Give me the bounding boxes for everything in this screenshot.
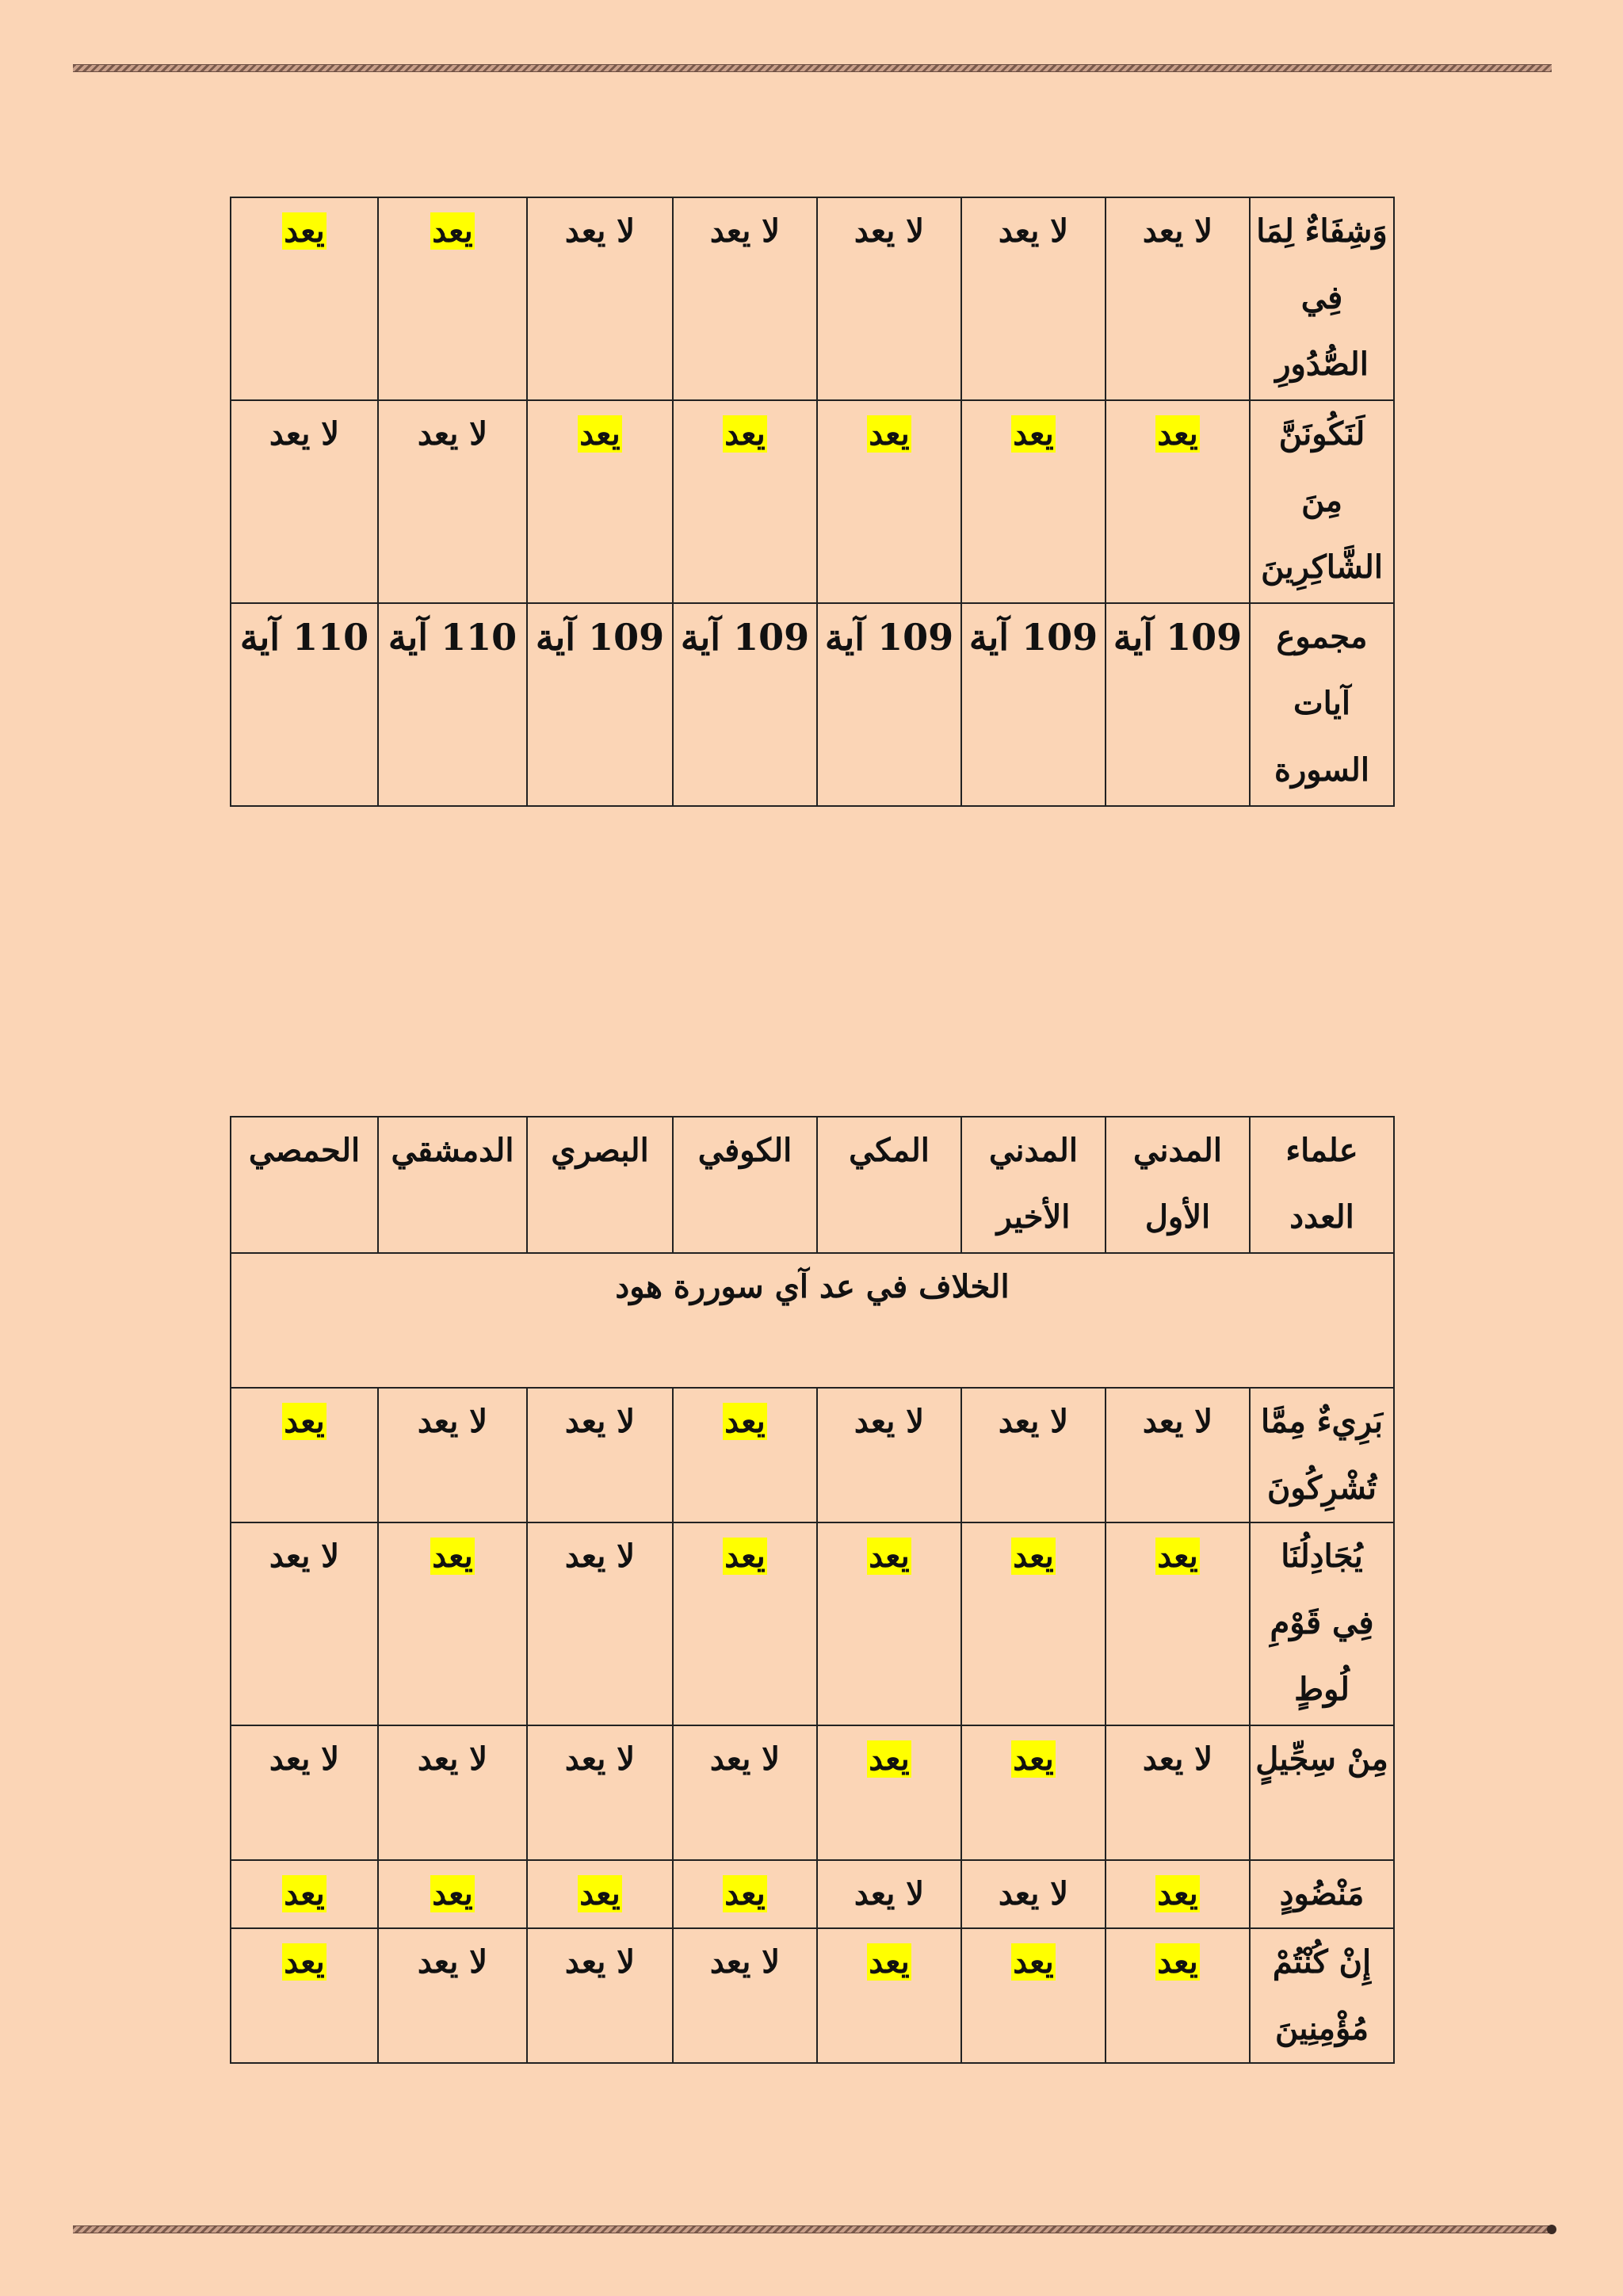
table-surah-count-1 bbox=[230, 197, 1395, 807]
table-header-row bbox=[231, 1117, 1394, 1253]
count-cell-text: لا يعد bbox=[854, 1875, 925, 1912]
count-cell-text: يعد bbox=[284, 1875, 325, 1912]
table-caption bbox=[231, 1253, 1394, 1388]
column-header-text: الكوفي bbox=[697, 1132, 792, 1169]
count-cell-text: يعد bbox=[432, 1875, 473, 1912]
count-cell bbox=[817, 1860, 961, 1928]
count-cell bbox=[817, 1522, 961, 1725]
count-cell bbox=[961, 197, 1106, 400]
count-cell bbox=[961, 400, 1106, 603]
count-cell bbox=[527, 603, 673, 806]
count-cell-text: لا يعد bbox=[564, 1403, 636, 1440]
count-cell-text: يعد bbox=[869, 1538, 910, 1575]
count-cell-text: لا يعد bbox=[269, 1538, 340, 1575]
count-cell-text: يعد bbox=[284, 1403, 325, 1440]
column-header bbox=[231, 1117, 378, 1253]
row-label-text: وَشِفَاءٌ لِمَا فِي الصُّدُورِ bbox=[1256, 212, 1388, 383]
count-cell bbox=[527, 1860, 673, 1928]
count-cell-text: لا يعد bbox=[564, 1943, 636, 1981]
count-cell bbox=[378, 603, 527, 806]
count-cell bbox=[817, 603, 961, 806]
column-header-text: علماء العدد bbox=[1285, 1132, 1358, 1236]
count-cell bbox=[1106, 1928, 1250, 2063]
count-cell bbox=[231, 1388, 378, 1522]
count-cell-text: يعد bbox=[1157, 415, 1198, 453]
count-cell-text: 109 آية bbox=[968, 616, 1098, 659]
table-surah-hud-count bbox=[230, 1116, 1395, 2064]
table-row bbox=[231, 1522, 1394, 1725]
column-header-text: البصري bbox=[551, 1132, 649, 1169]
count-cell bbox=[1106, 400, 1250, 603]
count-cell bbox=[961, 603, 1106, 806]
count-cell-text: يعد bbox=[869, 1740, 910, 1778]
count-cell bbox=[378, 197, 527, 400]
count-cell bbox=[673, 400, 817, 603]
count-cell-text: لا يعد bbox=[854, 1403, 925, 1440]
caption-row bbox=[231, 1253, 1394, 1388]
count-cell-text: يعد bbox=[724, 415, 766, 453]
table-row bbox=[231, 1725, 1394, 1860]
count-cell bbox=[378, 1725, 527, 1860]
count-cell-text: يعد bbox=[432, 212, 473, 250]
count-cell bbox=[1106, 1860, 1250, 1928]
count-cell-text: لا يعد bbox=[998, 1875, 1069, 1912]
count-cell-text: 109 آية bbox=[824, 616, 954, 659]
count-cell-text: يعد bbox=[1013, 415, 1054, 453]
count-cell bbox=[817, 197, 961, 400]
count-cell-text: 109 آية bbox=[680, 616, 810, 659]
count-cell-text: يعد bbox=[1013, 1538, 1054, 1575]
row-label bbox=[1250, 400, 1394, 603]
count-cell-text: 109 آية bbox=[1113, 616, 1243, 659]
count-cell bbox=[231, 1928, 378, 2063]
row-label-text: لَنَكُونَنَّ مِنَ الشَّاكِرِينَ bbox=[1261, 415, 1383, 586]
count-cell bbox=[378, 1522, 527, 1725]
column-header bbox=[817, 1117, 961, 1253]
column-header-text: الحمصي bbox=[248, 1132, 361, 1169]
count-cell bbox=[961, 1388, 1106, 1522]
count-cell bbox=[817, 400, 961, 603]
count-cell bbox=[817, 1725, 961, 1860]
table-row bbox=[231, 1388, 1394, 1522]
row-label-text: إِنْ كُنْتُمْ مُؤْمِنِينَ bbox=[1272, 1943, 1372, 2047]
table-row bbox=[231, 400, 1394, 603]
count-cell-text: يعد bbox=[724, 1538, 766, 1575]
row-label bbox=[1250, 1928, 1394, 2063]
count-cell-text: يعد bbox=[284, 1943, 325, 1981]
bottom-decorative-rule bbox=[73, 2225, 1552, 2233]
count-cell-text: يعد bbox=[869, 415, 910, 453]
table-row bbox=[231, 603, 1394, 806]
top-decorative-rule bbox=[73, 64, 1552, 72]
count-cell-text: يعد bbox=[1157, 1943, 1198, 1981]
count-cell-text: لا يعد bbox=[269, 1740, 340, 1778]
count-cell bbox=[527, 1522, 673, 1725]
count-cell bbox=[527, 1928, 673, 2063]
count-cell bbox=[527, 400, 673, 603]
count-cell bbox=[527, 1725, 673, 1860]
column-header-text: الدمشقي bbox=[391, 1132, 514, 1169]
count-cell bbox=[231, 197, 378, 400]
count-cell-text: يعد bbox=[1157, 1875, 1198, 1912]
count-cell-text: لا يعد bbox=[709, 1740, 781, 1778]
count-cell-text: يعد bbox=[869, 1943, 910, 1981]
count-cell-text: لا يعد bbox=[998, 212, 1069, 250]
count-cell bbox=[1106, 1725, 1250, 1860]
column-header bbox=[378, 1117, 527, 1253]
column-header bbox=[1250, 1117, 1394, 1253]
row-label-text: مجموع آيات السورة bbox=[1274, 618, 1369, 789]
column-header bbox=[527, 1117, 673, 1253]
count-cell bbox=[378, 1928, 527, 2063]
column-header bbox=[673, 1117, 817, 1253]
count-cell-text: يعد bbox=[1013, 1943, 1054, 1981]
count-cell-text: يعد bbox=[724, 1403, 766, 1440]
count-cell bbox=[378, 1860, 527, 1928]
count-cell bbox=[673, 1522, 817, 1725]
count-cell-text: لا يعد bbox=[417, 415, 488, 453]
count-cell-text: لا يعد bbox=[998, 1403, 1069, 1440]
count-cell-text: 109 آية bbox=[535, 616, 665, 659]
count-cell-text: يعد bbox=[1157, 1538, 1198, 1575]
count-cell bbox=[231, 603, 378, 806]
count-cell-text: لا يعد bbox=[1142, 212, 1213, 250]
count-cell-text: يعد bbox=[579, 415, 621, 453]
table-row bbox=[231, 1928, 1394, 2063]
count-cell-text: لا يعد bbox=[564, 1740, 636, 1778]
row-label bbox=[1250, 1860, 1394, 1928]
count-cell bbox=[1106, 603, 1250, 806]
count-cell-text: 110 آية bbox=[239, 616, 369, 659]
count-cell bbox=[961, 1522, 1106, 1725]
count-cell bbox=[231, 400, 378, 603]
row-label bbox=[1250, 1522, 1394, 1725]
count-cell-text: لا يعد bbox=[854, 212, 925, 250]
count-cell bbox=[378, 1388, 527, 1522]
count-cell-text: يعد bbox=[1013, 1740, 1054, 1778]
count-cell bbox=[527, 1388, 673, 1522]
count-cell-text: لا يعد bbox=[709, 212, 781, 250]
count-cell bbox=[1106, 197, 1250, 400]
count-cell bbox=[231, 1860, 378, 1928]
count-cell bbox=[961, 1725, 1106, 1860]
column-header-text: المدني الأول bbox=[1133, 1132, 1222, 1236]
row-label-text: يُجَادِلُنَا فِي قَوْمِ لُوطٍ bbox=[1270, 1538, 1374, 1708]
table-caption-text: الخلاف في عد آي سوررة هود bbox=[615, 1268, 1010, 1305]
row-label bbox=[1250, 1388, 1394, 1522]
count-cell bbox=[673, 197, 817, 400]
count-cell bbox=[673, 1860, 817, 1928]
count-cell bbox=[378, 400, 527, 603]
count-cell-text: لا يعد bbox=[709, 1943, 781, 1981]
count-cell-text: لا يعد bbox=[417, 1943, 488, 1981]
count-cell bbox=[673, 603, 817, 806]
count-cell-text: يعد bbox=[579, 1875, 621, 1912]
column-header-text: المدني الأخير bbox=[989, 1132, 1078, 1236]
count-cell bbox=[961, 1860, 1106, 1928]
column-header bbox=[1106, 1117, 1250, 1253]
count-cell bbox=[673, 1725, 817, 1860]
row-label bbox=[1250, 603, 1394, 806]
count-cell bbox=[673, 1388, 817, 1522]
count-cell-text: يعد bbox=[284, 212, 325, 250]
count-cell-text: يعد bbox=[724, 1875, 766, 1912]
table-row bbox=[231, 197, 1394, 400]
column-header-text: المكي bbox=[849, 1132, 930, 1169]
count-cell bbox=[817, 1388, 961, 1522]
count-cell-text: لا يعد bbox=[1142, 1403, 1213, 1440]
count-cell-text: لا يعد bbox=[564, 212, 636, 250]
count-cell-text: لا يعد bbox=[564, 1538, 636, 1575]
count-cell-text: لا يعد bbox=[269, 415, 340, 453]
count-cell-text: 110 آية bbox=[388, 616, 517, 659]
row-label bbox=[1250, 197, 1394, 400]
count-cell-text: يعد bbox=[432, 1538, 473, 1575]
count-cell bbox=[1106, 1522, 1250, 1725]
column-header bbox=[961, 1117, 1106, 1253]
count-cell-text: لا يعد bbox=[417, 1740, 488, 1778]
count-cell bbox=[1106, 1388, 1250, 1522]
count-cell bbox=[961, 1928, 1106, 2063]
count-cell-text: لا يعد bbox=[417, 1403, 488, 1440]
count-cell bbox=[231, 1725, 378, 1860]
count-cell bbox=[231, 1522, 378, 1725]
count-cell bbox=[673, 1928, 817, 2063]
count-cell bbox=[817, 1928, 961, 2063]
row-label-text: مِنْ سِجِّيلٍ bbox=[1255, 1740, 1388, 1778]
count-cell-text: لا يعد bbox=[1142, 1740, 1213, 1778]
row-label-text: بَرِيءٌ مِمَّا تُشْرِكُونَ bbox=[1261, 1403, 1383, 1507]
row-label bbox=[1250, 1725, 1394, 1860]
table-row bbox=[231, 1860, 1394, 1928]
row-label-text: مَنْضُودٍ bbox=[1279, 1875, 1365, 1912]
count-cell bbox=[527, 197, 673, 400]
